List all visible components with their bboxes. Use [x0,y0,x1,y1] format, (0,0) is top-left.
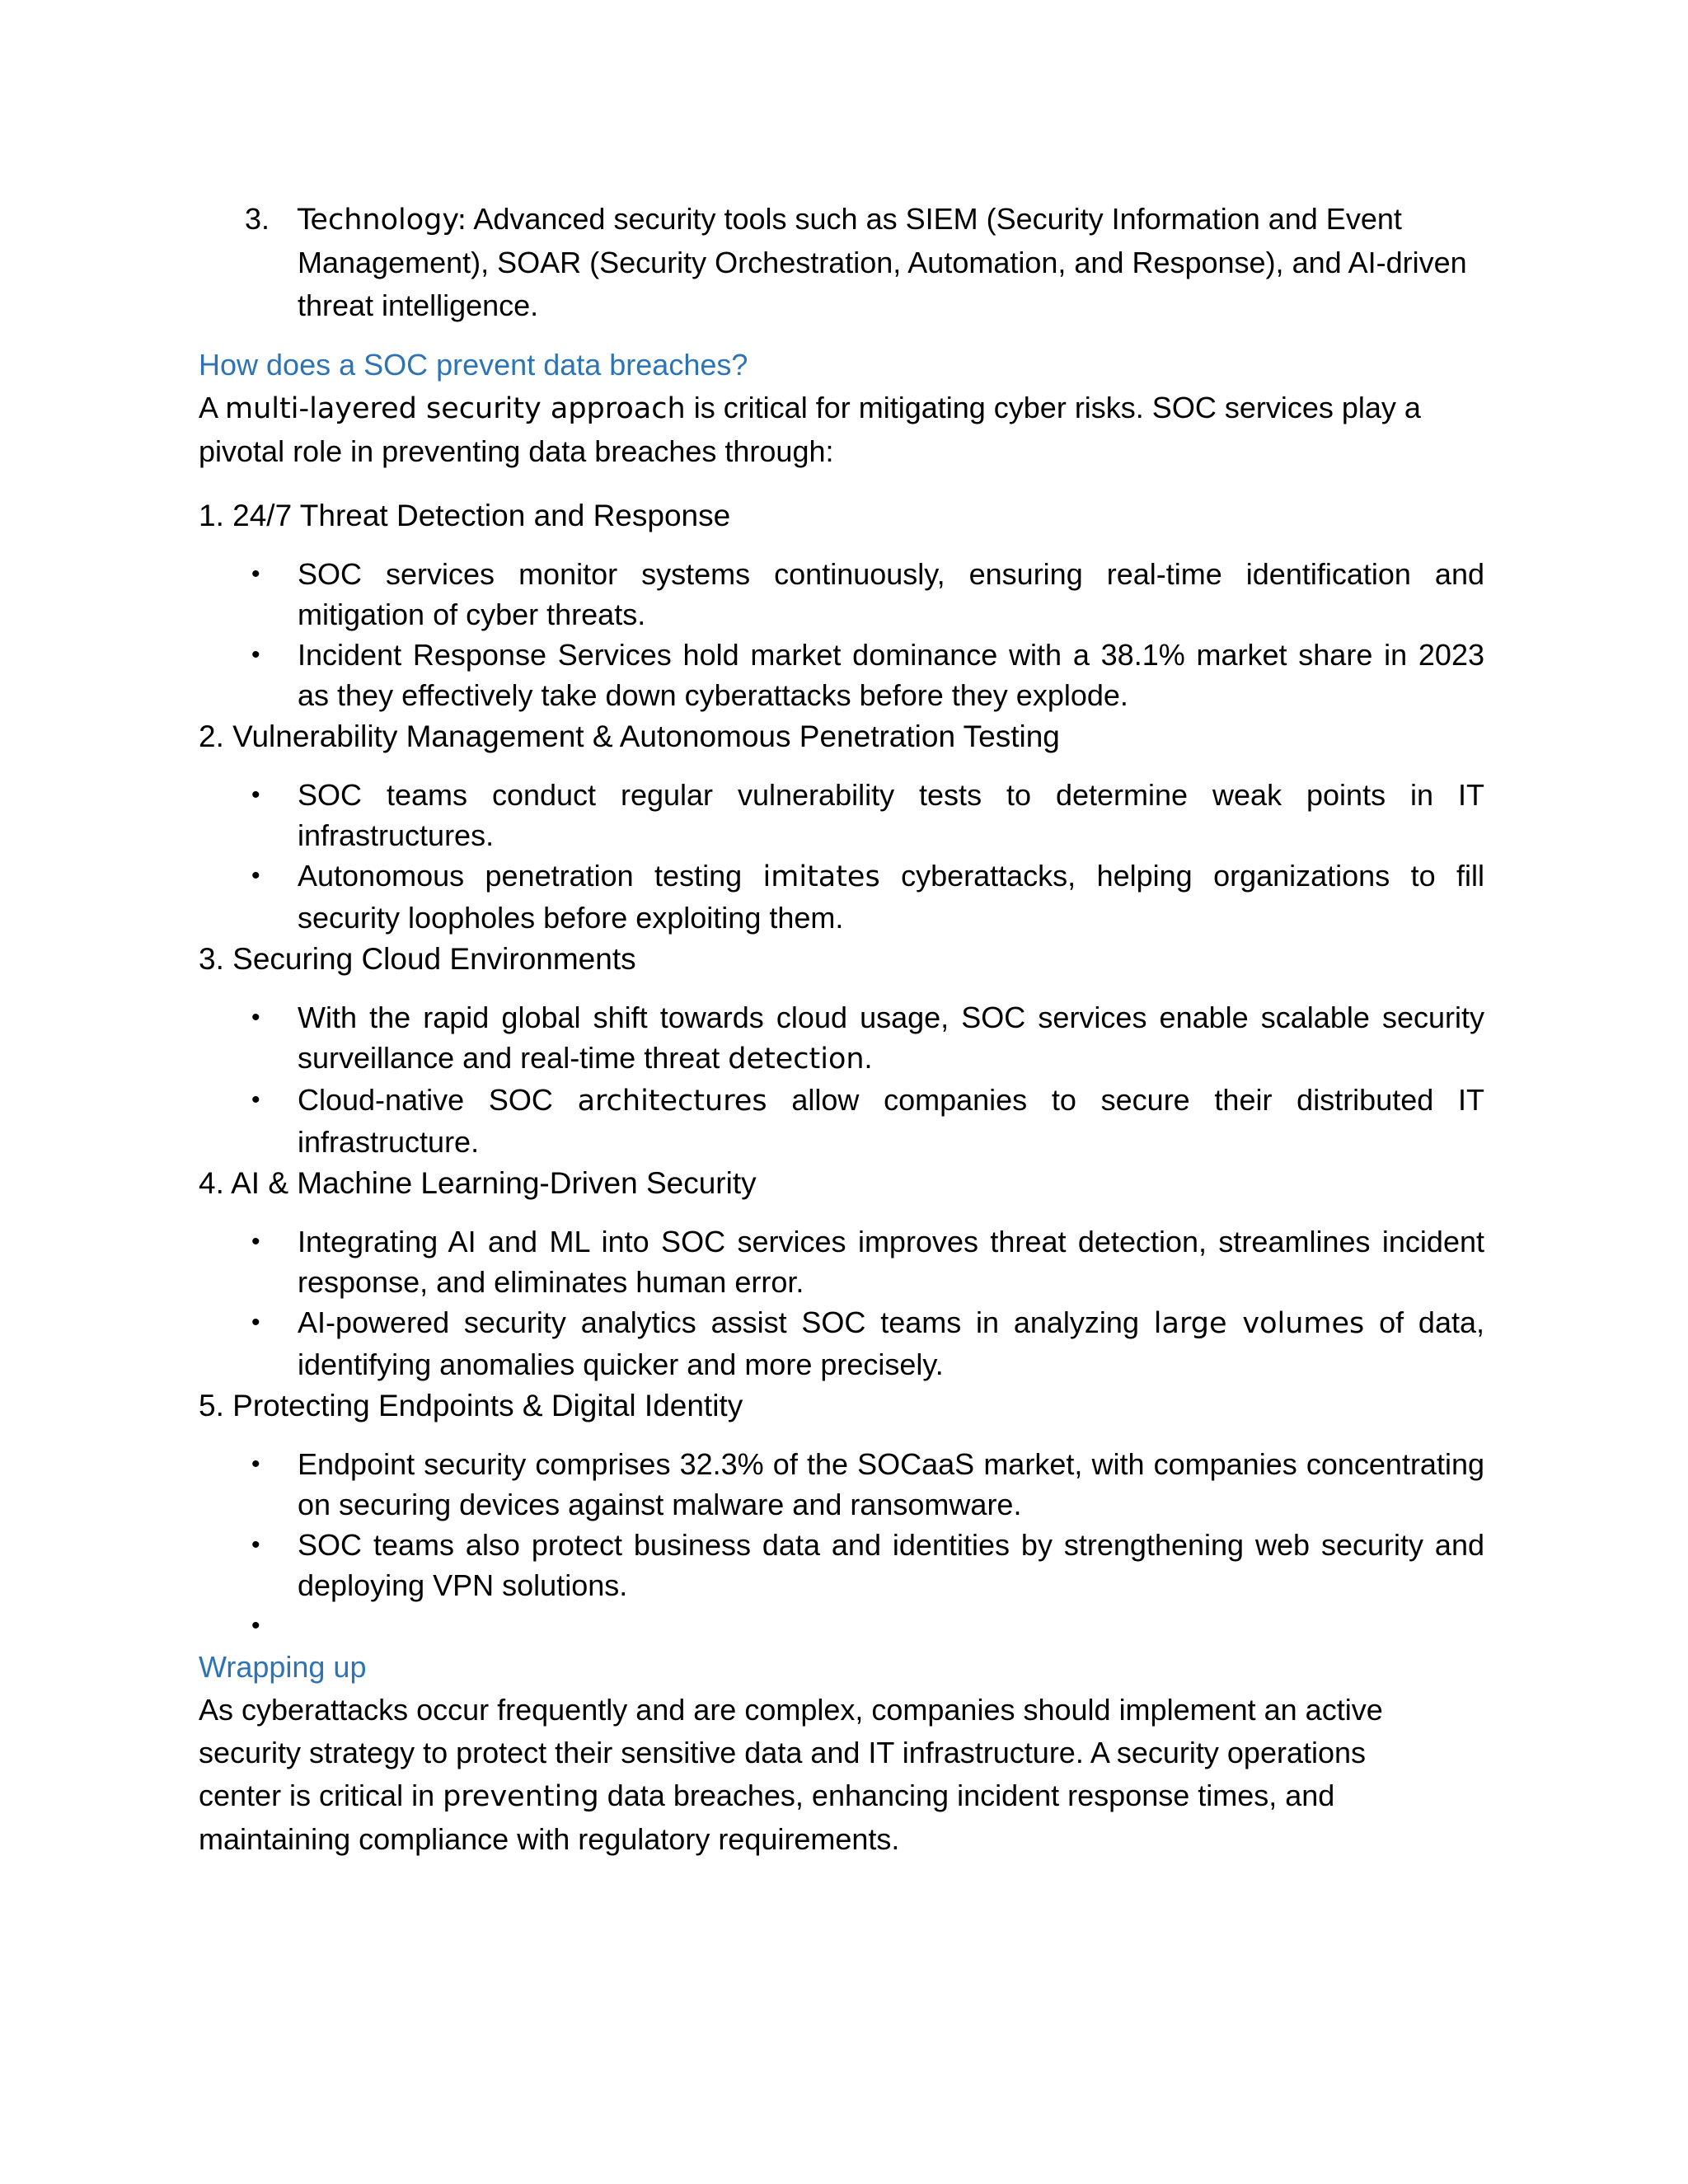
wrapping-paragraph: As cyberattacks occur frequently and are complex, companies should implement an active security strategy to protect their sensitive data and IT infrastructure. A security operations center is critical in preventing data breaches, enhancing incident response times, and maintaining compliance with regulatory requirements. [199,1693,1383,1856]
bold-term: preventing [443,1780,599,1813]
section-2-title: 2. Vulnerability Management & Autonomous Penetration Testing [199,719,1060,753]
bold-term: detection [728,1043,865,1076]
section-5-title: 5. Protecting Endpoints & Digital Identity [199,1389,743,1422]
section-3-bullets [199,997,1484,1162]
list-item: • SOC services monitor systems continuously, ensuring real-time identification and mitigation of cyber threats. [251,557,1484,631]
section-4-bullets [199,1221,1484,1385]
intro-paragraph: A multi-layered security approach is critical for mitigating cyber risks. SOC services play a pivotal role in preventing data breaches through: [199,391,1421,468]
list-item: • Autonomous penetration testing imitates cyberattacks, helping organizations to fill security loopholes before exploiting them. [251,859,1484,935]
list-item: • SOC teams conduct regular vulnerability tests to determine weak points in IT infrastructures. [251,778,1484,852]
section-1-bullets [199,554,1484,715]
bold-term: architectures [577,1085,767,1118]
document-content [199,198,1484,1861]
prevent-heading: How does a SOC prevent data breaches? [199,348,748,382]
list-item: • Cloud-native SOC architectures allow companies to secure their distributed IT infrastructure. [251,1083,1484,1159]
section-5-bullets [199,1444,1484,1646]
list-number: 3. [245,202,270,236]
list-item: • With the rapid global shift towards cloud usage, SOC services enable scalable security surveillance and real-time threat detection. [251,1001,1484,1076]
section-1-title: 1. 24/7 Threat Detection and Response [199,499,731,532]
section-3-title: 3. Securing Cloud Environments [199,942,636,976]
list-item: • Endpoint security comprises 32.3% of the SOCaaS market, with companies concentrating on securing devices against malware and ransomware. [251,1447,1484,1521]
technology-text: Advanced security tools such as SIEM (Security Information and Event Management), SOAR (Security Orchestration, Automation, and Response), and AI-driven threat intelligence. [298,202,1467,322]
technology-label: Technology: [298,204,467,237]
technology-list [199,198,1484,327]
bold-term: large volumes [1153,1307,1365,1340]
section-4-title: 4. AI & Machine Learning-Driven Security [199,1166,757,1200]
list-item: • Incident Response Services hold market dominance with a 38.1% market share in 2023 as they effectively take down cyberattacks before they explode. [251,638,1484,712]
wrapping-heading: Wrapping up [199,1650,367,1684]
technology-item [199,198,1484,327]
list-item: • SOC teams also protect business data and identities by strengthening web security and deploying VPN solutions. [251,1528,1484,1602]
section-2-bullets [199,775,1484,938]
list-item: • [251,1612,260,1639]
list-item: • AI-powered security analytics assist SOC teams in analyzing large volumes of data, identifying anomalies quicker and more precisely. [251,1305,1484,1381]
list-item: • Integrating AI and ML into SOC services improves threat detection, streamlines incident response, and eliminates human error. [251,1225,1484,1299]
intro-bold: multi-layered security approach [225,392,686,425]
bold-term: imitates [762,860,880,893]
